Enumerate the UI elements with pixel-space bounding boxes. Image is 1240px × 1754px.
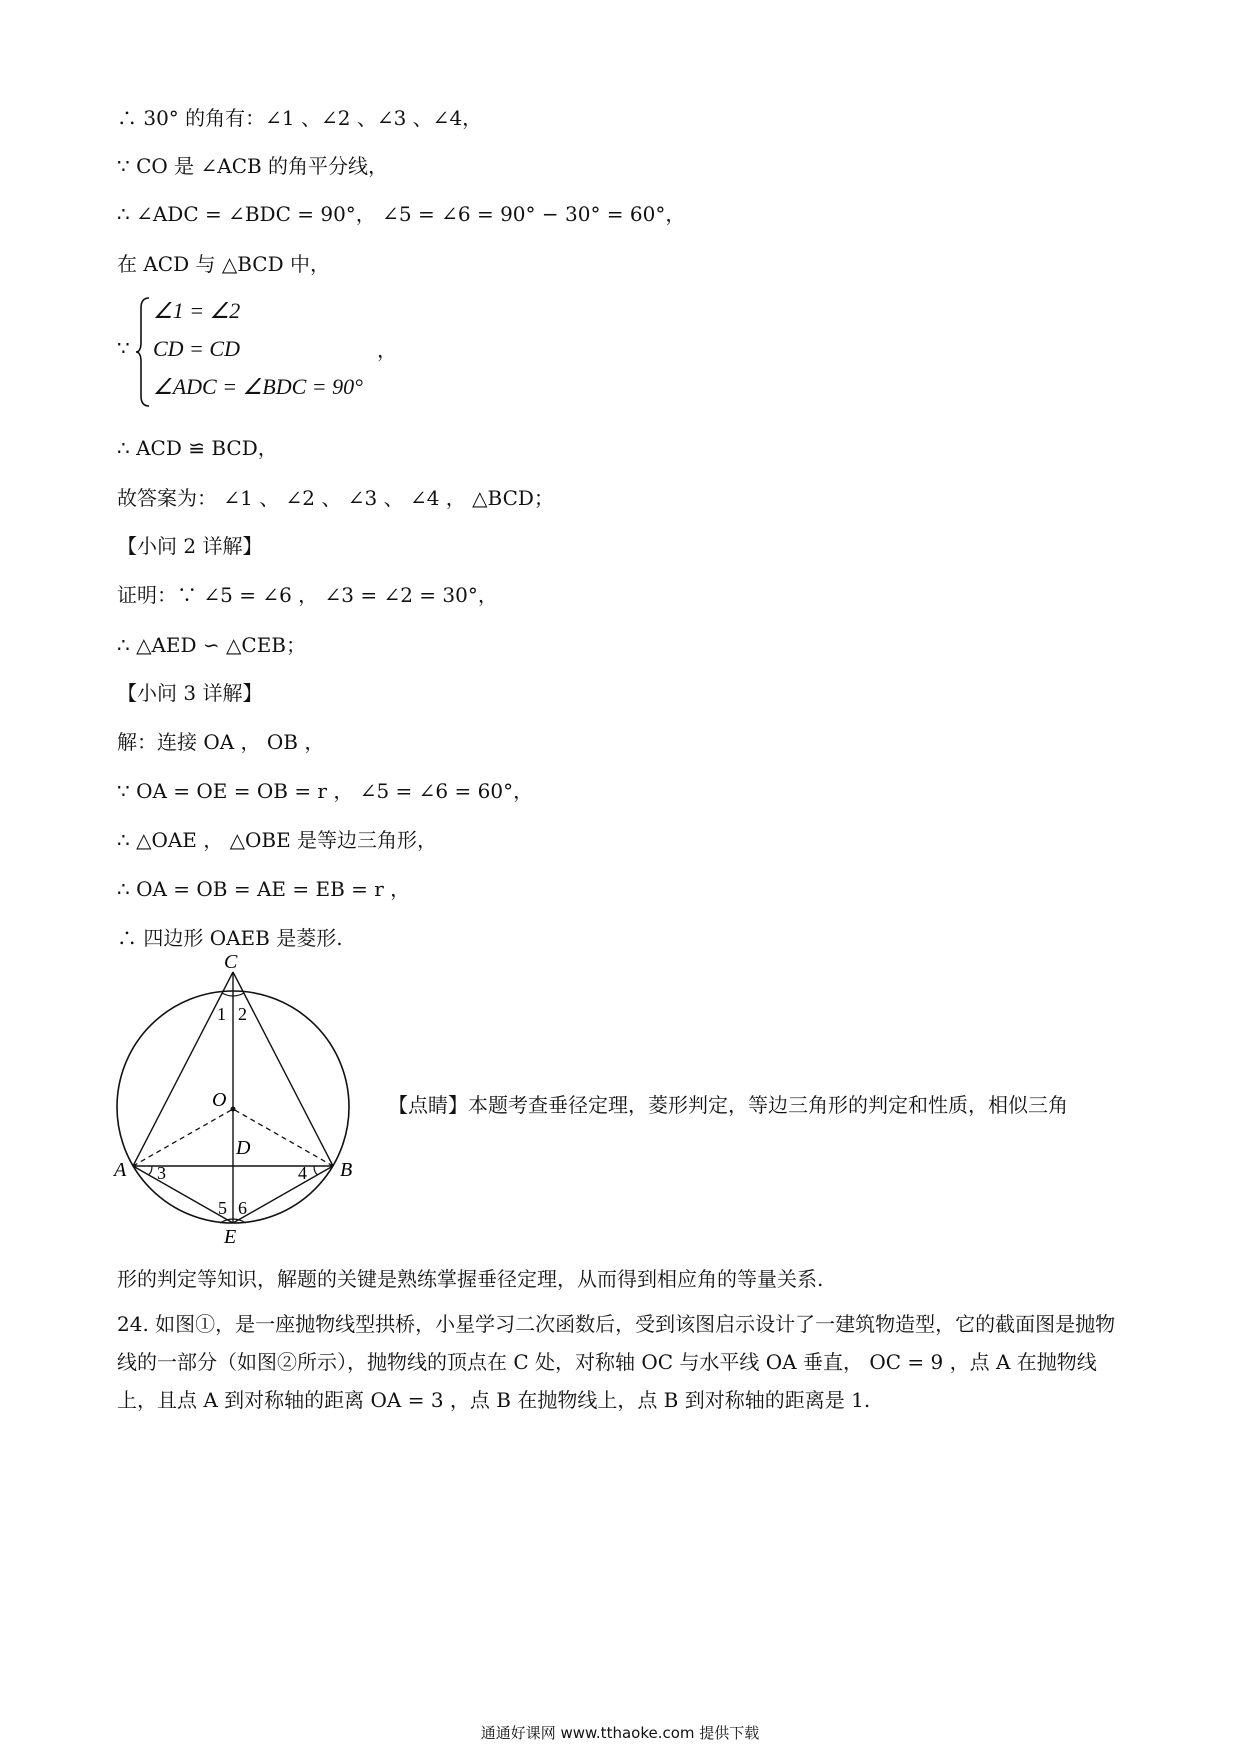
label-D: D [236,1137,251,1159]
label-4: 4 [298,1163,307,1183]
geometry-figure [100,955,380,1245]
text-line-3: ∴ ∠ADC = ∠BDC = 90°， ∠5 = ∠6 = 90° − 30° = 60°， [117,202,686,226]
question-24: 24. 如图①，是一座抛物线型拱桥，小星学习二次函数后，受到该图启示设计了一建筑物造型，它的截面图是抛物线的一部分（如图②所示），抛物线的顶点在 C 处，对称轴 OC 与水平线 OA 垂直， OC = 9 ，点 A 在抛物线上，且点 A 到对称轴的距离 OA = 3 ，点 B 在抛物线上，点 B 到对称轴的距离是 1. [117,1312,1116,1412]
left-brace-icon [135,296,153,408]
angle-arc-A [148,1166,152,1175]
text-line-1: ∴ 30° 的角有：∠1 、∠2 、∠3 、∠4， [117,106,483,130]
comment-continuation: 形的判定等知识，解题的关键是熟练掌握垂径定理，从而得到相应角的等量关系. [117,1267,824,1291]
comment-line: 【点睛】本题考查垂径定理，菱形判定，等边三角形的判定和性质，相似三角 [388,1093,1068,1117]
text-line-6: 故答案为： ∠1 、 ∠2 、 ∠3 、 ∠4 ， △BCD； [117,486,554,510]
brace-comma: ， [377,338,397,362]
label-5: 5 [218,1198,227,1218]
text-line-11: ∴ △OAE ， △OBE 是等边三角形， [117,828,438,852]
text-line-9: 解：连接 OA ， OB ， [117,730,325,754]
text-line-10: ∵ OA = OE = OB = r ， ∠5 = ∠6 = 60°， [117,779,534,803]
label-3: 3 [157,1163,166,1183]
text-line-2: ∵ CO 是 ∠ACB 的角平分线， [117,154,389,178]
heading-part-2: 【小问 2 详解】 [117,534,263,558]
brace-system [117,296,517,408]
brace-line-2: CD = CD [153,336,240,361]
text-line-5: ∴ ACD ≌ BCD， [117,436,278,460]
label-B: B [340,1159,353,1181]
text-line-8: ∴ △AED ∽ △CEB； [117,633,306,657]
label-E: E [224,1226,237,1245]
text-line-7: 证明：∵ ∠5 = ∠6 ， ∠3 = ∠2 = 30°， [117,583,498,607]
footer-watermark: 通通好课网 www.tthaoke.com 提供下载 [480,1724,760,1742]
label-O: O [212,1089,227,1111]
label-C: C [224,955,238,973]
text-line-13: ∴ 四边形 OAEB 是菱形. [117,926,343,950]
angle-arc-B [314,1166,318,1175]
label-1: 1 [217,1004,226,1024]
because-symbol: ∵ [117,336,130,360]
text-line-12: ∴ OA = OB = AE = EB = r ， [117,877,411,901]
label-2: 2 [238,1004,247,1024]
heading-part-3: 【小问 3 详解】 [117,681,263,705]
brace-line-3: ∠ADC = ∠BDC = 90° [153,374,363,399]
label-6: 6 [238,1198,247,1218]
center-point [231,1107,236,1112]
text-line-4: 在 ACD 与 △BCD 中， [117,252,330,276]
label-A: A [114,1159,127,1181]
brace-line-1: ∠1 = ∠2 [153,298,241,323]
